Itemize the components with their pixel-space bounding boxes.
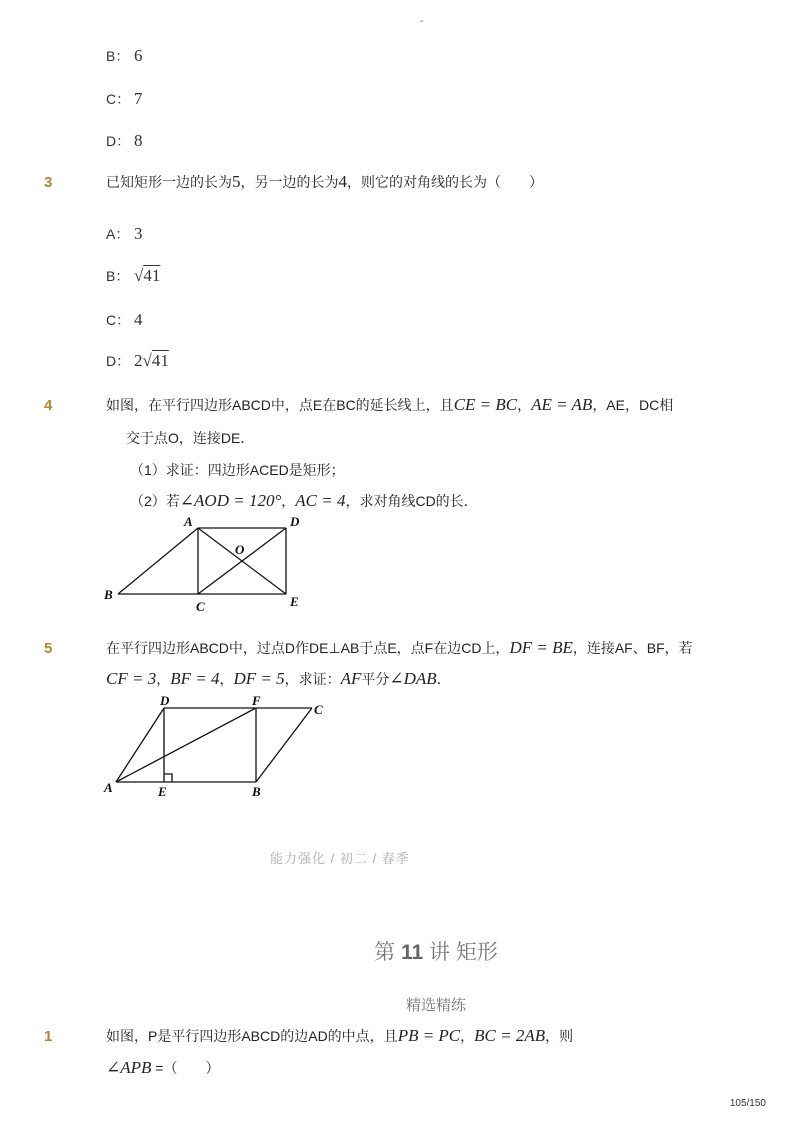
right-angle-mark [164,774,172,782]
question-text: （2）若 [130,493,180,509]
math-expression: ∠AOD = 120° [179,491,282,510]
option-label: D： [106,353,131,369]
question-number: 3 [44,174,53,191]
q2-option-b [106,46,143,66]
option-label: D： [106,133,131,149]
math-expression: AF [340,669,362,688]
math-expression: CE = BC [453,395,518,414]
segment-ab [118,528,198,594]
question-1-line2 [106,1058,219,1078]
point-label-e: E [158,784,167,799]
option-label: C： [106,91,131,107]
math-expression: ∠DAB [389,669,437,688]
separator: ， [281,493,296,509]
question-text: ，连接AF、BF，若 [572,640,693,656]
question-text: ． [436,671,451,687]
math-expression: AE = AB [531,395,593,414]
section-title: 精选精练 [405,997,466,1014]
segment-bc [256,708,312,782]
option-value: 3 [134,224,143,243]
question-text: ，求证： [284,671,341,687]
question-text: ，另一边的长为 [240,174,339,190]
math-expression: AC = 4 [295,491,346,510]
option-value: 4 [134,310,143,329]
math-value: 5 [232,172,241,191]
question-5-line1 [106,638,693,658]
question-text: 在平行四边形ABCD中，过点D作DE⊥AB于点E，点F在边CD上， [106,640,510,656]
q3-option-d [106,351,169,371]
question-number: 4 [44,397,53,414]
math-expression: PB = PC [397,1026,461,1045]
question-number: 5 [44,640,53,657]
point-label-f: F [252,693,261,708]
sqrt-expression: √41 [134,266,161,285]
question-text: 已知矩形一边的长为 [106,174,232,190]
lecture-suffix: 讲 矩形 [429,941,498,964]
q2-option-c [106,89,143,109]
math-expression: CF = 3 [106,669,157,688]
question-number: 1 [44,1028,53,1045]
point-label-b: B [104,587,113,602]
separator: ， [517,397,532,413]
math-expression: DF = BE [509,638,573,657]
point-label-a: A [104,780,113,795]
question-text: =（ ） [151,1060,220,1076]
option-label: A： [106,226,130,242]
point-label-o: O [235,542,245,557]
q4-figure [100,512,320,618]
q2-option-d [106,131,143,151]
question-text: ，则它的对角线的长为（ ） [347,174,543,190]
option-label: B： [106,268,130,284]
point-label-e: E [290,594,299,609]
question-text: ，求对角线CD的长． [345,493,478,509]
math-expression: BC = 2AB [474,1026,546,1045]
q3-option-c [106,310,143,330]
question-text: ，则 [545,1028,574,1044]
point-label-d: D [290,514,300,529]
question-4-part2 [130,491,478,511]
question-text: ，AE，DC相 [592,397,674,413]
sqrt-expression: 2√41 [134,351,169,370]
segment-af [116,708,256,782]
coefficient: 2 [134,351,143,370]
math-expression: BF = 4 [170,669,220,688]
q3-option-a [106,224,143,244]
math-expression: DF = 5 [233,669,285,688]
question-4-line2: 交于点O，连接DE． [126,430,255,446]
option-value: 6 [134,46,143,65]
question-1-line1 [106,1026,573,1046]
page-number: 105/150 [729,1098,766,1109]
option-value: 8 [134,131,143,150]
radicand: 41 [143,266,161,285]
separator: ， [219,671,234,687]
question-text: 如图，在平行四边形ABCD中，点E在BC的延长线上，且 [106,397,454,413]
question-text: 平分 [361,671,390,687]
header-mark: - [420,16,424,27]
question-3-text [106,172,543,192]
lecture-number: 11 [400,941,424,964]
point-label-a: A [184,514,193,529]
q3-option-b [106,266,160,286]
option-label: C： [106,312,131,328]
segment-ad [116,708,164,782]
math-expression: ∠APB [106,1058,152,1077]
separator: ， [156,671,171,687]
separator: ， [460,1028,475,1044]
option-label: B： [106,48,130,64]
point-label-c: C [196,599,205,614]
option-value: 7 [134,89,143,108]
question-5-line2 [106,669,451,689]
page-footer: 能力强化 / 初二 / 春季 [270,851,410,866]
point-label-d: D [160,693,170,708]
math-value: 4 [338,172,347,191]
point-label-b: B [252,784,261,799]
q5-figure [100,690,340,802]
lecture-prefix: 第 [374,941,396,964]
question-4-line1 [106,395,673,415]
point-label-c: C [314,702,323,717]
radicand: 41 [151,351,169,370]
question-4-part1: （1）求证：四边形ACED是矩形； [130,462,345,478]
question-text: 如图，P是平行四边形ABCD的边AD的中点，且 [106,1028,398,1044]
lecture-title [0,936,800,966]
